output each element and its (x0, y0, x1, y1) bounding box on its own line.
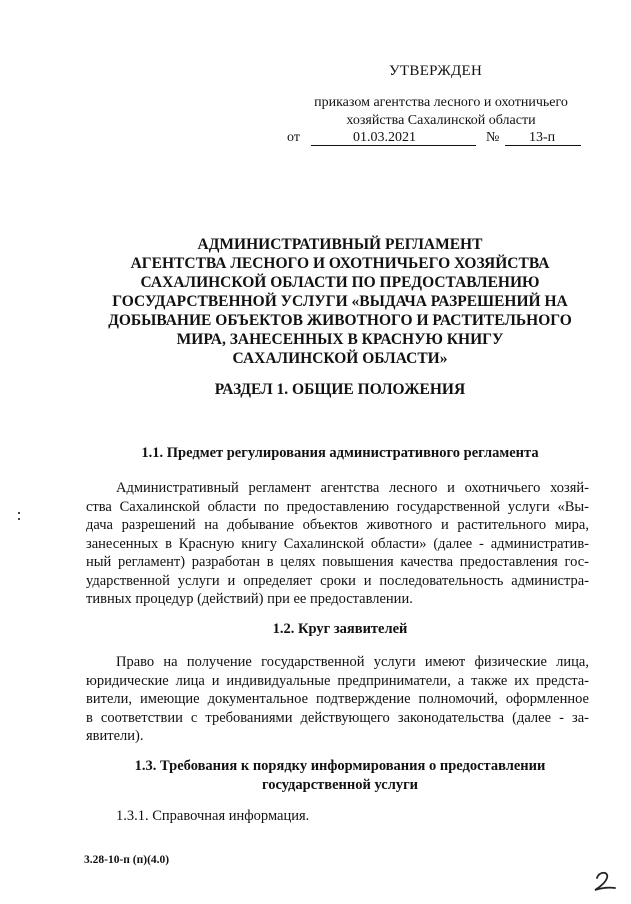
number-label: № (486, 130, 500, 145)
from-label: от (287, 130, 300, 145)
paragraph-line: вители, имеющие документальное подтверждение полномочий, оформленное (86, 691, 589, 707)
paragraph-line: дача разрешений на добывание объектов животного и растительного мира, (86, 517, 589, 533)
approval-date: 01.03.2021 (353, 130, 416, 145)
paragraph-line: явители). (86, 728, 144, 744)
approval-number: 13-п (529, 130, 556, 145)
approval-order-line-1: приказом агентства лесного и охотничьего (314, 95, 568, 110)
paragraph-line: ный регламент) разработан в целях повышения качества предоставления гос- (86, 554, 589, 570)
regulation-title-line: АДМИНИСТРАТИВНЫЙ РЕГЛАМЕНТ (197, 236, 483, 253)
item-1-3-1: 1.3.1. Справочная информация. (116, 808, 310, 824)
paragraph-line: ударственной услуги и определяет сроки и последовательность администра- (86, 572, 589, 589)
subsection-1-3-heading-line: государственной услуги (261, 777, 419, 793)
subsection-1-3-heading-line: 1.3. Требования к порядку информирования о предоставлении (134, 758, 546, 774)
section-title: РАЗДЕЛ 1. ОБЩИЕ ПОЛОЖЕНИЯ (214, 381, 466, 398)
regulation-title-line: ГОСУДАРСТВЕННОЙ УСЛУГИ «ВЫДАЧА РАЗРЕШЕНИЙ НА (112, 293, 568, 310)
regulation-title (80, 235, 600, 368)
margin-dots (18, 512, 20, 526)
approval-title: УТВЕРЖДЕН (389, 63, 483, 79)
paragraph-line: юридические лица и индивидуальные предприниматели, а также их предста- (86, 672, 589, 689)
subsection-1-3-heading (80, 757, 600, 795)
paragraph-line: в соответствии с требованиями действующего законодательства (далее - за- (86, 709, 589, 726)
regulation-title-line: САХАЛИНСКОЙ ОБЛАСТИ» (232, 350, 448, 367)
subsection-1-2-paragraph (86, 653, 589, 746)
approval-order-line-2: хозяйства Сахалинской области (346, 113, 536, 128)
subsection-1-1-heading: 1.1. Предмет регулирования административного регламента (141, 445, 539, 461)
regulation-title-line: ДОБЫВАНИЕ ОБЪЕКТОВ ЖИВОТНОГО И РАСТИТЕЛЬНОГО (108, 312, 572, 329)
regulation-title-line: САХАЛИНСКОЙ ОБЛАСТИ ПО ПРЕДОСТАВЛЕНИЮ (140, 274, 540, 291)
paragraph-line: Административный регламент агентства лесного и охотничьего хозяй- (116, 480, 589, 496)
paragraph-line: занесенных в Красную книгу Сахалинской области» (далее - административ- (86, 535, 589, 552)
regulation-title-line: АГЕНТСТВА ЛЕСНОГО И ОХОТНИЧЬЕГО ХОЗЯЙСТВА (130, 255, 550, 272)
subsection-1-2-heading: 1.2. Круг заявителей (272, 621, 408, 637)
subsection-1-1-paragraph (86, 479, 589, 609)
regulation-title-line: МИРА, ЗАНЕСЕННЫХ В КРАСНУЮ КНИГУ (176, 331, 504, 348)
paragraph-line: Право на получение государственной услуги имеют физические лица, (116, 654, 589, 670)
handwritten-page-number (592, 868, 618, 892)
footer-document-code: 3.28-10-п (п)(4.0) (84, 854, 170, 866)
paragraph-line: тивных процедур (действий) при ее предоставлении. (86, 591, 413, 607)
paragraph-line: ства Сахалинской области по предоставлению государственной услуги «Вы- (86, 498, 589, 515)
